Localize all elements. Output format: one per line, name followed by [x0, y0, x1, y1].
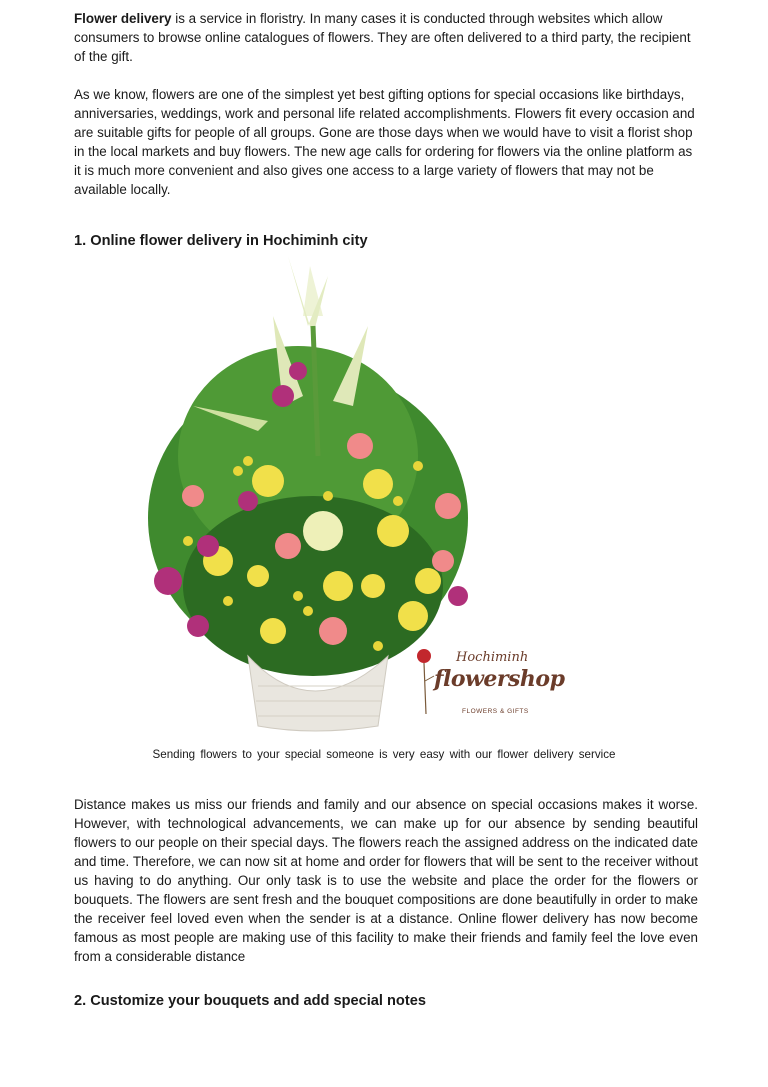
logo-line1: Hochiminh [456, 650, 529, 665]
logo-line2: flowershop [434, 666, 565, 692]
section1-heading: 1. Online flower delivery in Hochiminh city [74, 233, 368, 249]
intro-lead-bold: Flower delivery [74, 11, 172, 26]
section2-heading: 2. Customize your bouquets and add special notes [74, 993, 426, 1009]
cream-rose-center [303, 511, 343, 551]
logo-line3: FLOWERS & GIFTS [462, 708, 529, 715]
paragraph-distance: Distance makes us miss our friends and family and our absence on special occasions makes it worse. However, with technological advancements, we can make up for our absence by sending beautiful flowers to our people on their special days. The flowers reach the assigned address on the indicated date and time. Therefore, we can now sit at home and order for flowers that will be sent to the receiver without us having to do anything. Our only task is to use the website and place the order for the flowers or bouquets. The flowers are sent fresh and the bouquet compositions are done beautifully in order to make the receiver feel loved even when the sender is at a distance. Online flower delivery has now become famous as most people are making use of this facility to make their friends and family feel the love even from a considerable distance [74, 797, 698, 964]
intro-lead-rest: is a service in floristry. In many cases it is conducted through websites which allow consumers to browse online catalogues of flowers. They are often delivered to a third party, the recipient of the gift. [74, 11, 691, 64]
intro-paragraph [74, 9, 698, 66]
shop-logo [410, 642, 565, 724]
lily-bud-top [303, 266, 323, 316]
image-caption: Sending flowers to your special someone is very easy with our flower delivery service [152, 748, 616, 761]
paragraph-gifting: As we know, flowers are one of the simplest yet best gifting options for special occasions like birthdays, anniversaries, weddings, work and personal life related accomplishments. Flowers fit every occasion and are suitable gifts for people of all groups. Gone are those days when we would have to visit a florist shop in the local markets and buy flowers. The new age calls for ordering for flowers via the online platform as it is much more convenient and also gives one access to a large variety of flowers that may not be available locally. [74, 87, 695, 197]
flower-basket-image [138, 256, 565, 732]
